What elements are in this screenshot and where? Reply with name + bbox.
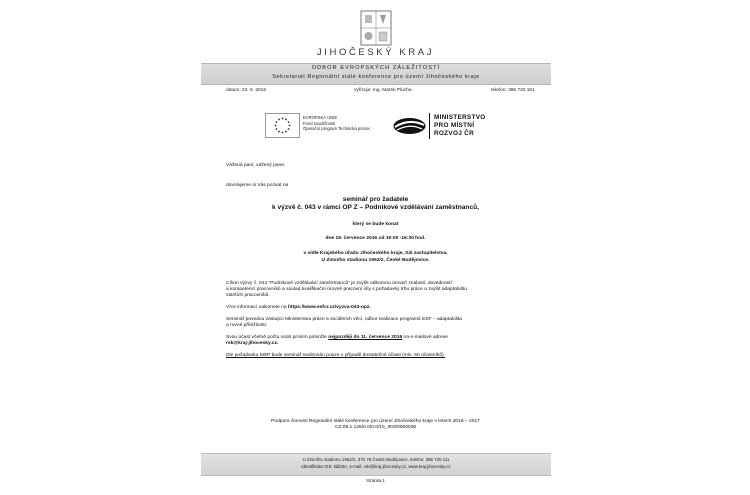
secretariat-name: Sekretariát Regionální stálé konference pro území Jihočeského kraje — [272, 74, 480, 80]
eu-star-icon — [288, 121, 290, 123]
seminar-title: seminář pro žadatele — [342, 196, 409, 203]
paragraph-goal-line3: starších pracovníků. — [226, 292, 270, 298]
venue-line1: v sídle Krajského úřadu Jihočeského kraje, Sál zastupitelstva, — [303, 251, 448, 256]
footer-band — [201, 453, 551, 476]
paragraph-lecturers-line2: a rovné příležitosti. — [226, 322, 268, 328]
confirmation-suffix: na e-mailové adrese — [402, 335, 448, 340]
eu-star-icon — [275, 125, 277, 127]
eu-star-icon — [282, 118, 284, 120]
logo-separator — [429, 113, 430, 139]
eu-star-icon — [278, 131, 280, 133]
salutation: Vážená paní, vážený pane, — [226, 163, 286, 168]
paragraph-lecturers — [226, 317, 526, 329]
will-be-held-text: který se bude konat — [352, 222, 399, 227]
invitation-text: dovolujeme si Vás pozvat na — [226, 183, 289, 188]
eu-star-icon — [276, 128, 278, 130]
eu-flag-icon — [265, 113, 300, 138]
seminar-subtitle: k výzvě č. 043 v rámci OP Z – Podnikové vzdělávání zaměstnanců, — [272, 204, 479, 211]
header-band — [201, 63, 551, 85]
support-line2: CZ.08.1.125/0.0/0.0/15_003/0000036 — [334, 425, 417, 430]
footer-address: U Zimního stadionu 1952/2, 370 76 České Budějovice, telefon: 386 720 111 — [302, 457, 450, 462]
eu-star-icon — [285, 119, 287, 121]
handled-by: vyřizuje: Ing. Martin Plucha — [354, 88, 412, 93]
phone-number: telefon: 386 720 151 — [491, 88, 535, 93]
eu-star-icon — [282, 132, 284, 134]
eu-logo-line3: Operační program Technická pomoc — [303, 126, 371, 131]
eu-star-icon — [278, 119, 280, 121]
department-name: ODBOR EVROPSKÝCH ZÁLEŽITOSTÍ — [311, 65, 441, 71]
confirmation-prefix: Svou účast včetně počtu osob prosím potvrďte — [226, 335, 329, 340]
eu-star-icon — [288, 128, 290, 130]
info-link[interactable]: https://www.esfcr.cz/vyzva-043-opz. — [287, 305, 371, 310]
info-prefix: Více informací naleznete na — [226, 305, 288, 310]
paragraph-goal-line1: Cílem výzvy č. 043 "Podnikové vzdělávání zaměstnanců" je zvýšit odbornou úroveň znalostí, dovedností — [226, 281, 452, 286]
venue-line2: U Zimního stadionu 1952/2, České Budějovice. — [321, 257, 430, 263]
eu-star-icon — [276, 121, 278, 123]
mmr-logo-line2: PRO MÍSTNÍ — [434, 122, 475, 129]
paragraph-condition: Dle požadavku MSP bude seminář realizován pouze v případě dostatečné účasti (min. 50 účastníků). — [226, 353, 446, 358]
paragraph-info — [226, 305, 526, 311]
mmr-logo-line1: MINISTERSTVO — [434, 114, 486, 121]
page-number: Stránka 1 — [366, 478, 385, 483]
confirmation-deadline: nejpozději do 11. července 2016 — [328, 335, 403, 340]
letter-date: datum: 23. 6. 2016 — [226, 88, 267, 93]
mmr-emblem-icon — [392, 116, 427, 136]
paragraph-confirmation — [226, 335, 526, 347]
eu-logo — [265, 113, 381, 136]
coat-of-arms-icon — [360, 10, 392, 46]
mmr-logo-line3: ROZVOJ ČR — [434, 130, 474, 137]
paragraph-lecturers-line1: Seminář povedou zástupci Ministerstva práce a sociálních věcí, odbor realizace programů ESF – adaptabilita — [226, 317, 462, 322]
mmr-logo — [392, 112, 502, 140]
letter-page — [197, 0, 554, 495]
eu-star-icon — [285, 131, 287, 133]
region-title: JIHOČESKÝ KRAJ — [316, 47, 435, 58]
support-line1: Podpora činnosti Regionální stálé konference pro území Jihočeského kraje v letech 2016 – 2017 — [271, 419, 480, 424]
confirmation-email[interactable]: rsk@kraj-jihocesky.cz. — [226, 340, 279, 346]
footer-contacts: Identifikátor DS: kdib3rr, e-mail: rsk@kraj-jihocesky.cz, www.kraj-jihocesky.cz — [301, 464, 451, 469]
paragraph-goal — [226, 281, 526, 299]
seminar-datetime: dne 19. července 2016 od 10:00 -16:30 hod. — [325, 236, 426, 241]
paragraph-goal-line2: a kompetencí pracovníků a soulad kvalifikační úrovně pracovní síly s požadavky trhu práce a zvýšit adaptabilitu — [226, 286, 467, 292]
eu-logo-line1: EVROPSKÁ UNIE — [303, 115, 338, 120]
eu-star-icon — [289, 125, 291, 127]
eu-logo-line2: Fond soudržnosti — [303, 120, 336, 126]
